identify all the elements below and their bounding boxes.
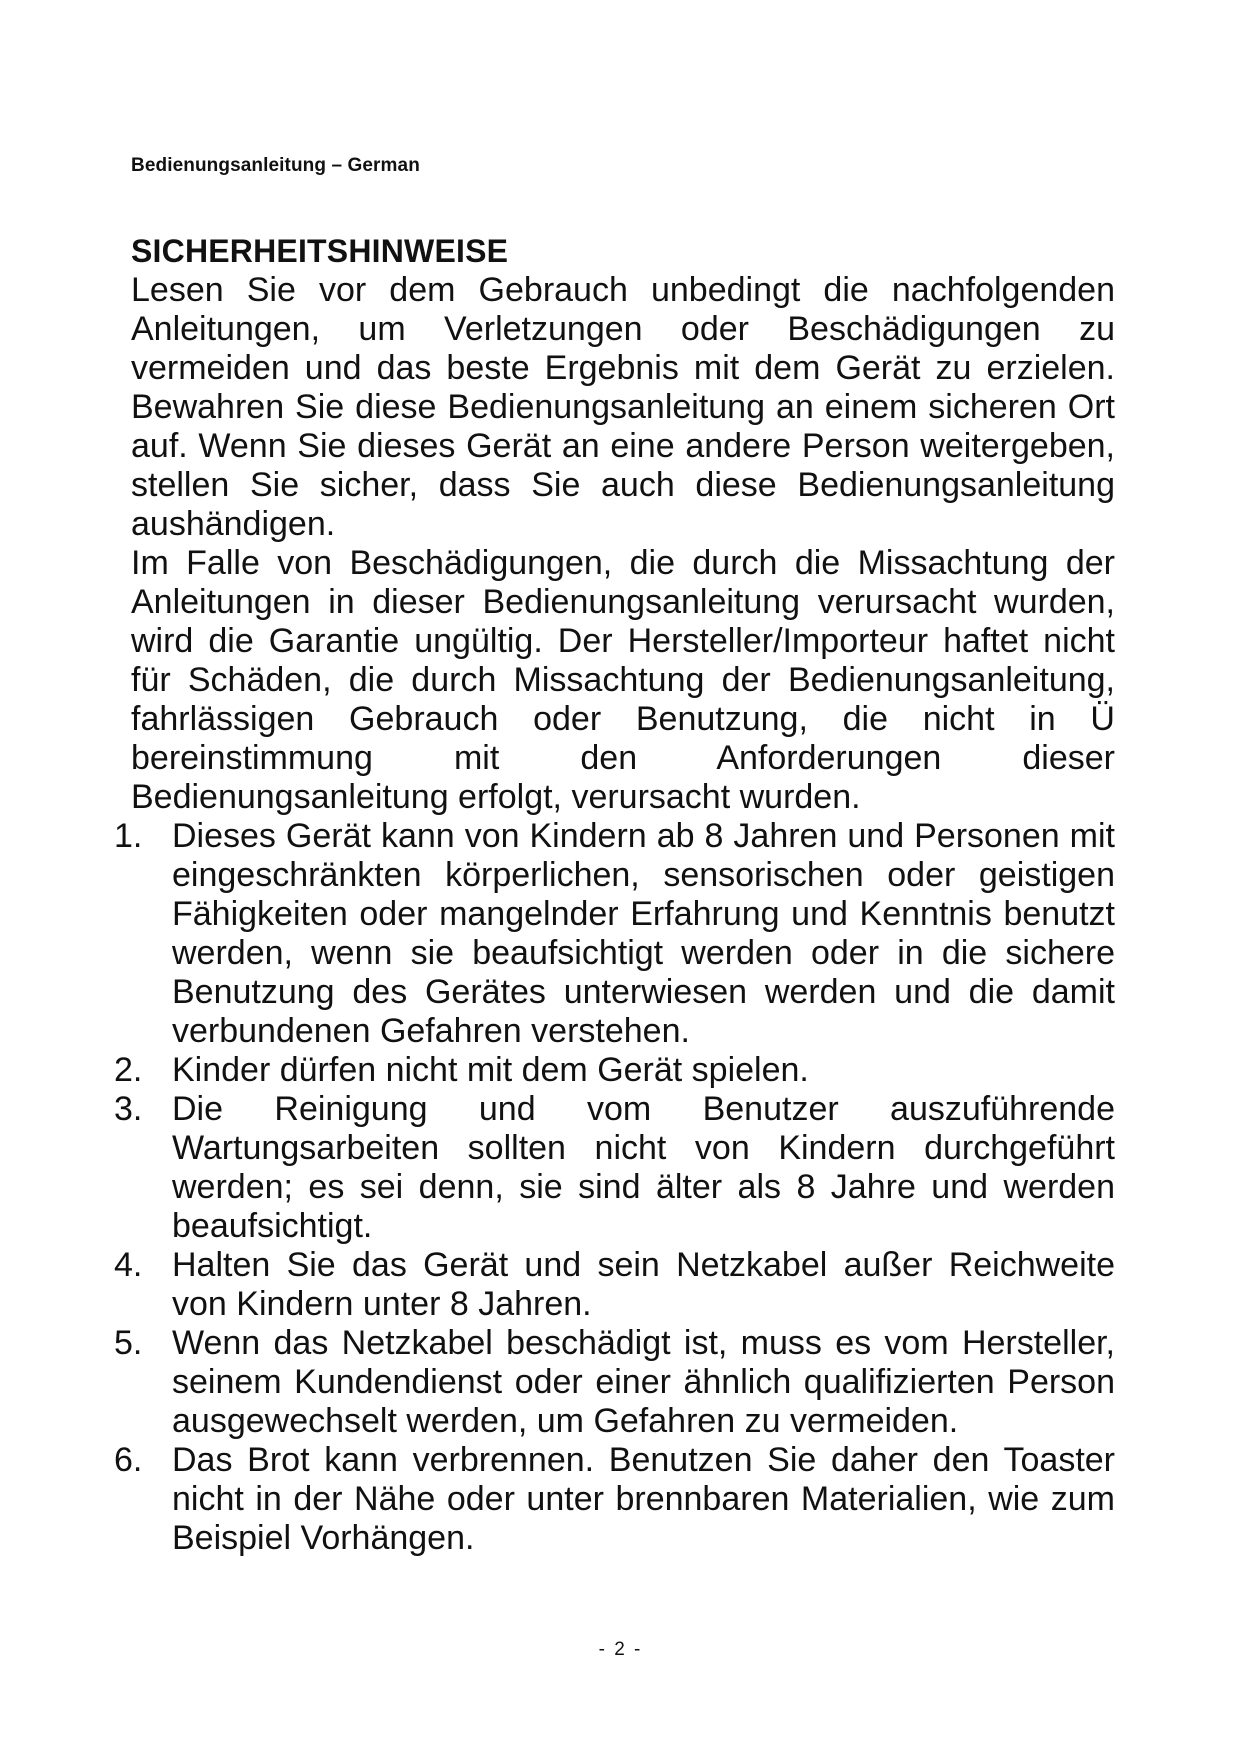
safety-section <box>114 232 1115 1558</box>
intro-paragraph: Lesen Sie vor dem Gebrauch unbedingt die nachfolgenden Anleitungen, um Verletzungen oder Beschädigungen zu vermeiden und das beste Ergebnis mit dem Gerät zu erzielen. Bewahren Sie diese Bedienungsanleitung an einem sicheren Ort auf. Wenn Sie dieses Gerät an eine andere Person weitergeben, stellen Sie sicher, dass Sie auch diese Bedienungsanleitung aushändigen. <box>131 271 1115 543</box>
list-item-number: 3. <box>114 1090 143 1128</box>
safety-instructions-list <box>114 817 1115 1558</box>
list-item <box>114 1441 1115 1558</box>
section-title: SICHERHEITSHINWEISE <box>131 233 509 269</box>
list-item-number: 1. <box>114 817 143 855</box>
list-item-text: Das Brot kann verbrennen. Benutzen Sie daher den Toaster nicht in der Nähe oder unter brennbaren Materialien, wie zum Beispiel Vorhängen. <box>172 1441 1115 1557</box>
list-item <box>114 1324 1115 1441</box>
page-number: - 2 - <box>598 1639 643 1660</box>
list-item-text: Dieses Gerät kann von Kindern ab 8 Jahren und Personen mit eingeschränkten körperlichen, sensorischen oder geistigen Fähigkeiten oder mangelnder Erfahrung und Kenntnis benutzt werden, wenn sie beaufsichtigt werden oder in die sichere Benutzung des Gerätes unterwiesen werden und die damit verbundenen Gefahren verstehen. <box>172 817 1115 1050</box>
warranty-paragraph: Im Falle von Beschädigungen, die durch die Missachtung der Anleitungen in dieser Bedienungsanleitung verursacht wurden, wird die Garantie ungültig. Der Hersteller/Importeur haftet nicht für Schäden, die durch Missachtung der Bedienungsanleitung, fahrlässigen Gebrauch oder Benutzung, die nicht in Ü bereinstimmung mit den Anforderungen dieser Bedienungsanleitung erfolgt, verursacht wurden. <box>131 544 1115 816</box>
document-header-label: Bedienungsanleitung – German <box>131 155 420 176</box>
list-item-text: Halten Sie das Gerät und sein Netzkabel außer Reichweite von Kindern unter 8 Jahren. <box>172 1246 1115 1323</box>
list-item-number: 2. <box>114 1051 143 1089</box>
list-item-number: 5. <box>114 1324 143 1362</box>
list-item-number: 6. <box>114 1441 143 1479</box>
list-item-text: Wenn das Netzkabel beschädigt ist, muss es vom Hersteller, seinem Kundendienst oder einer ähnlich qualifizierten Person ausgewechselt werden, um Gefahren zu vermeiden. <box>172 1324 1115 1440</box>
list-item <box>114 817 1115 1051</box>
list-item <box>114 1246 1115 1324</box>
list-item <box>114 1051 1115 1090</box>
list-item-text: Kinder dürfen nicht mit dem Gerät spielen. <box>172 1051 809 1089</box>
list-item-number: 4. <box>114 1246 143 1284</box>
list-item-text: Die Reinigung und vom Benutzer auszuführende Wartungsarbeiten sollten nicht von Kindern durchgeführt werden; es sei denn, sie sind älter als 8 Jahre und werden beaufsichtigt. <box>172 1090 1115 1245</box>
list-item <box>114 1090 1115 1246</box>
